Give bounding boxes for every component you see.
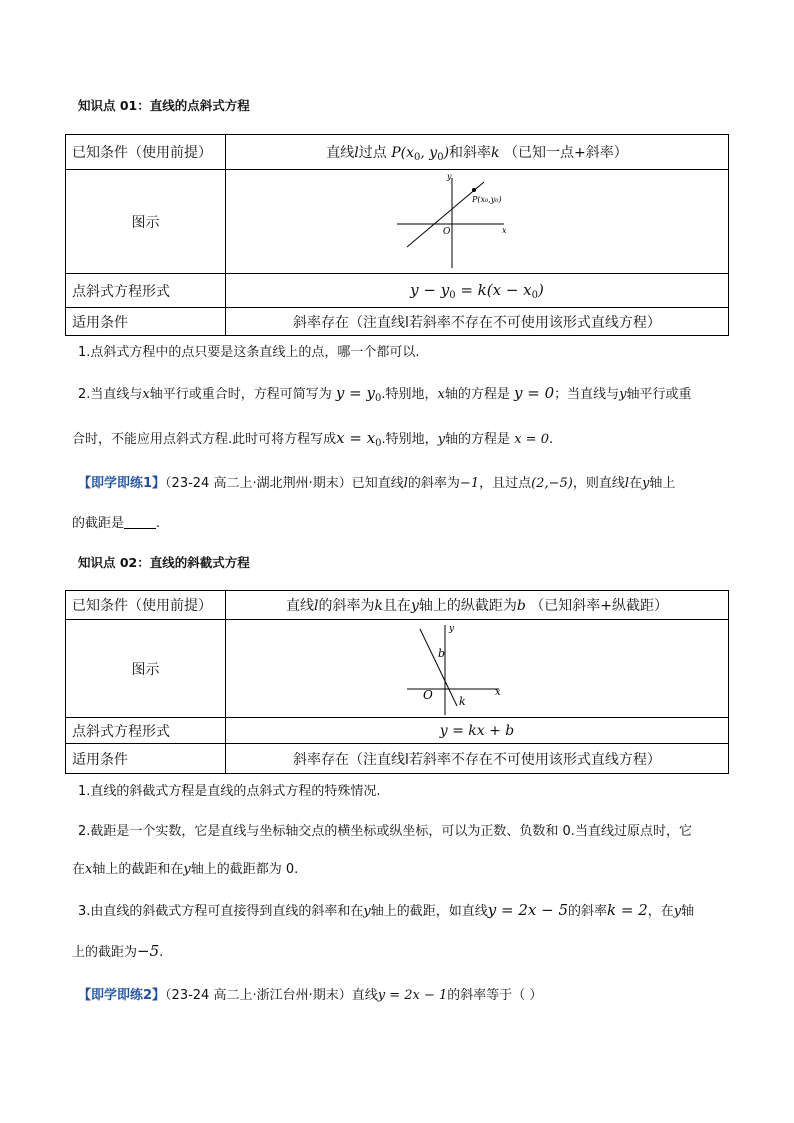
- note-line: 1.点斜式方程中的点只要是这条直线上的点，哪一个都可以.: [78, 345, 420, 360]
- exercise1-line2: 的截距是 .: [72, 516, 161, 531]
- point-expression: $P(x_0$, $y_0$): [391, 144, 450, 163]
- text-fragment: 直线: [326, 144, 355, 161]
- row-label: 图示: [66, 620, 226, 718]
- figure-cell: [226, 170, 729, 274]
- section1-table: [65, 134, 729, 336]
- note-line: 上的截距为−5.: [72, 942, 164, 960]
- note-line: 1.直线的斜截式方程是直线的点斜式方程的特殊情况.: [78, 784, 381, 799]
- text-fragment: 和斜率: [449, 144, 492, 161]
- row-label: 适用条件: [66, 744, 226, 774]
- math-var: l: [354, 144, 359, 161]
- note-line: 合时，不能应用点斜式方程.此时可将方程写成$x = x_0$.特别地，y轴的方程是 x = 0.: [72, 429, 554, 449]
- row-label: 点斜式方程形式: [66, 718, 226, 744]
- graph-line: [407, 182, 484, 247]
- x-axis-label: x: [495, 686, 501, 698]
- table-row: [66, 718, 729, 744]
- point-label: P(x₀,y₀): [472, 194, 502, 204]
- x-axis-label: x: [502, 225, 507, 235]
- section2-table: [65, 590, 729, 774]
- exercise-tag: 【即学即练2】: [78, 988, 166, 1003]
- formula-cell: y = kx + b: [226, 718, 729, 744]
- table-row: [66, 591, 729, 620]
- k-label: k: [459, 694, 466, 708]
- formula-cell: $y - y_0 = k(x - x_0)$: [226, 274, 729, 308]
- exercise1-line1: 【即学即练1】（23-24 高二上·湖北荆州·期末）已知直线l的斜率为−1，且过点(2,−5)，则直线l在y轴上: [78, 476, 676, 491]
- slope-intercept-figure: [377, 621, 577, 717]
- note-line: 3.由直线的斜截式方程可直接得到直线的斜率和在y轴上的截距，如直线y = 2x − 5的斜率k = 2，在y轴: [78, 901, 695, 919]
- table-row: [66, 308, 729, 336]
- row-label: 已知条件（使用前提）: [66, 591, 226, 620]
- origin-label: O: [423, 687, 433, 702]
- row-value: 直线l的斜率为k且在y轴上的纵截距为b （已知斜率+纵截距）: [226, 591, 729, 620]
- row-label: 已知条件（使用前提）: [66, 135, 226, 170]
- answer-blank[interactable]: [124, 516, 156, 529]
- b-label: b: [438, 646, 446, 660]
- note-line: 2.当直线与x轴平行或重合时，方程可简写为 $y = y_0$.特别地，x轴的方程是 y = 0；当直线与y轴平行或重: [78, 384, 692, 404]
- text-fragment: 过点: [358, 144, 387, 161]
- figure-cell: [226, 620, 729, 718]
- exercise-tag: 【即学即练1】: [78, 476, 166, 491]
- note-line: 2.截距是一个实数，它是直线与坐标轴交点的横坐标或纵坐标，可以为正数、负数和 0.当直线过原点时，它: [78, 824, 692, 839]
- point-slope-figure: [377, 171, 577, 273]
- table-row: [66, 620, 729, 718]
- text-fragment: （已知一点+斜率）: [503, 144, 628, 161]
- table-row: [66, 170, 729, 274]
- origin-label: O: [443, 226, 451, 237]
- row-value: 斜率存在（注直线l若斜率不存在不可使用该形式直线方程）: [226, 744, 729, 774]
- y-axis-label: y: [447, 171, 452, 181]
- point-marker: [472, 188, 476, 192]
- math-var: k: [491, 144, 500, 161]
- y-axis-label: y: [449, 623, 455, 634]
- row-label: 点斜式方程形式: [66, 274, 226, 308]
- section2-title: 知识点 02：直线的斜截式方程: [78, 555, 250, 570]
- table-row: [66, 274, 729, 308]
- row-value: 斜率存在（注直线l若斜率不存在不可使用该形式直线方程）: [226, 308, 729, 336]
- section1-title: 知识点 01：直线的点斜式方程: [78, 98, 250, 113]
- table-row: [66, 135, 729, 170]
- row-value: [226, 135, 729, 170]
- note-line: 在x轴上的截距和在y轴上的截距都为 0.: [72, 862, 299, 877]
- row-label: 图示: [66, 170, 226, 274]
- table-row: [66, 744, 729, 774]
- row-label: 适用条件: [66, 308, 226, 336]
- exercise2-line: 【即学即练2】（23-24 高二上·浙江台州·期末）直线y = 2x − 1的斜率等于（ ）: [78, 988, 543, 1003]
